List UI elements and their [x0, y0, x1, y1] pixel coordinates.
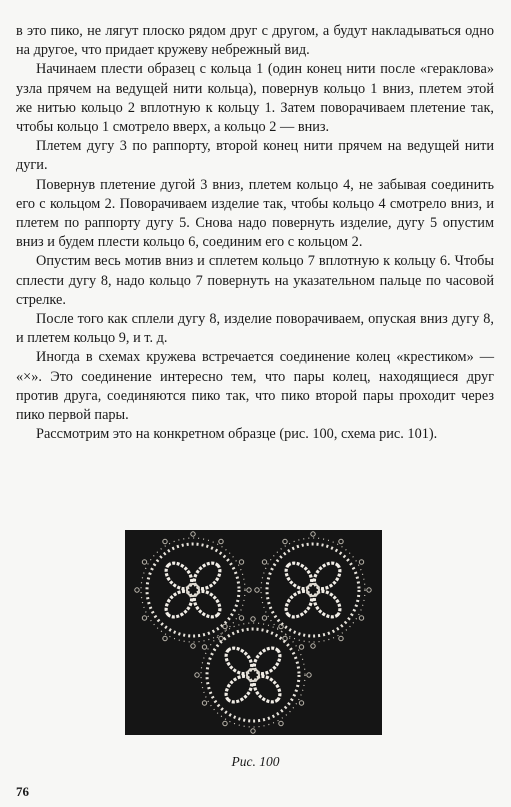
paragraph-6: После того как сплели дугу 8, изделие поворачиваем, опуская вниз дугу 8, и плетем кольцо 9, и т. д. — [16, 311, 494, 347]
body-text — [16, 22, 494, 444]
paragraph-5: Опустим весь мотив вниз и сплетем кольцо 7 вплотную к кольцу 6. Чтобы сплести дугу 8, надо кольцо 7 повернуть на указательном пальце по часовой стрелке. — [16, 253, 494, 308]
paragraph-2: Начинаем плести образец с кольца 1 (один конец нити после «геракловa» узла прячем на ведущей нити кольца), повернув кольцо 1 вниз, плетем этой же нитью кольцо 2 вплотную к кольцу 1. Затем поворачиваем плетение так, чтобы кольцо 1 смотрело вверх, а кольцо 2 — вниз. — [16, 61, 494, 136]
tatting-lace-image — [125, 530, 382, 735]
lace-photo — [125, 530, 382, 735]
figure-caption: Рис. 100 — [231, 754, 280, 769]
paragraph-8: Рассмотрим это на конкретном образце (рис. 100, схема рис. 101). — [36, 426, 438, 443]
paragraph-4: Повернув плетение дугой 3 вниз, плетем кольцо 4, не забывая соединить его с кольцом 2. Поворачиваем изделие так, чтобы кольцо 4 смотрело вниз, и плетем по раппорту дугу 5. Снова надо повернуть изделие, дугу 5 опустим вниз и будем плести кольцо 6, соединим его с кольцом 2. — [16, 176, 494, 251]
paragraph-3: Плетем дугу 3 по раппорту, второй конец нити прячем на ведущей нити дуги. — [16, 138, 494, 174]
page-number: 76 — [16, 784, 29, 799]
paragraph-1: в это пико, не лягут плоско рядом друг с другом, а будут накладываться одно на другое, что придает кружеву небрежный вид. — [16, 23, 494, 59]
paragraph-7: Иногда в схемах кружева встречается соединение колец «крестиком» — «×». Это соединение интересно тем, что пары колец, находящиеся друг против друга, соединяются пико так, что пико второй пары проходит через пико первой пары. — [16, 349, 494, 424]
